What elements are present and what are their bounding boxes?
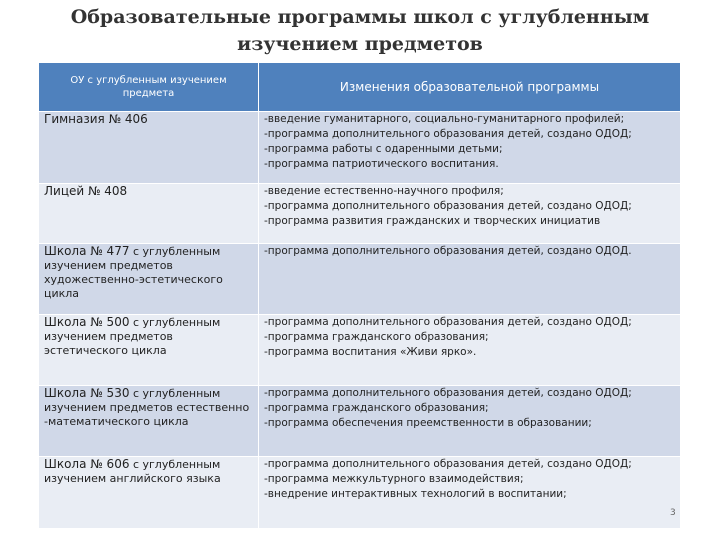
schools-table — [38, 62, 681, 529]
change-item: -программа дополнительного образования детей, создано ОДОД; — [264, 316, 632, 328]
change-item: -программа гражданского образования; — [264, 331, 489, 343]
change-item: -программа дополнительного образования детей, создано ОДОД; — [264, 200, 632, 212]
change-item: -программа дополнительного образования детей, создано ОДОД. — [264, 245, 632, 257]
slide-title — [0, 4, 720, 58]
school-name: Школа № 606 — [44, 457, 130, 471]
school-cell — [39, 112, 259, 184]
changes-cell — [259, 315, 681, 386]
changes-cell — [259, 244, 681, 315]
change-item: -программа патриотического воспитания. — [264, 158, 499, 170]
header-school-line-1: ОУ с углубленным изучением — [70, 75, 227, 86]
school-cell — [39, 184, 259, 244]
school-name: Школа № 530 — [44, 386, 130, 400]
school-name: Лицей № 408 — [44, 184, 128, 198]
changes-cell — [259, 457, 681, 529]
change-item: -программа развития гражданских и творческих инициатив — [264, 215, 601, 227]
school-name: Школа № 500 — [44, 315, 130, 329]
change-item: -программа дополнительного образования детей, создано ОДОД; — [264, 458, 632, 470]
change-item: -программа обеспечения преемственности в образовании; — [264, 417, 592, 429]
title-line-1: Образовательные программы школ с углубленным — [70, 6, 650, 28]
school-cell — [39, 386, 259, 457]
header-school — [39, 63, 259, 112]
changes-cell — [259, 184, 681, 244]
school-description: с углубленным изучением английского языка — [44, 458, 221, 485]
header-school-line-2: предмета — [122, 88, 175, 99]
school-cell — [39, 457, 259, 529]
school-description: с углубленным изучением предметов естественно -математического цикла — [44, 387, 250, 428]
table-header-row — [39, 63, 681, 112]
change-item: -программа дополнительного образования детей, создано ОДОД; — [264, 128, 632, 140]
school-cell — [39, 315, 259, 386]
change-item: -программа гражданского образования; — [264, 402, 489, 414]
change-item: -программа межкультурного взаимодействия; — [264, 473, 524, 485]
table-row — [39, 244, 681, 315]
school-description: с углубленным изучением предметов художественно-эстетического цикла — [44, 245, 223, 300]
change-item: -программа воспитания «Живи ярко». — [264, 346, 477, 358]
table-row — [39, 315, 681, 386]
page-number: 3 — [670, 508, 676, 518]
change-item: -программа дополнительного образования детей, создано ОДОД; — [264, 387, 632, 399]
changes-cell — [259, 112, 681, 184]
change-item: -введение гуманитарного, социально-гуманитарного профилей; — [264, 113, 625, 125]
header-changes: Изменения образовательной программы — [259, 63, 681, 112]
table-row — [39, 112, 681, 184]
change-item: -введение естественно-научного профиля; — [264, 185, 504, 197]
table-row — [39, 386, 681, 457]
table-row — [39, 457, 681, 529]
school-description: с углубленным изучением предметов эстетического цикла — [44, 316, 221, 357]
title-line-2: изучением предметов — [237, 33, 483, 55]
table-row — [39, 184, 681, 244]
school-name: Гимназия № 406 — [44, 112, 148, 126]
school-name: Школа № 477 — [44, 244, 130, 258]
changes-cell — [259, 386, 681, 457]
school-cell — [39, 244, 259, 315]
change-item: -внедрение интерактивных технологий в воспитании; — [264, 488, 567, 500]
change-item: -программа работы с одаренными детьми; — [264, 143, 503, 155]
